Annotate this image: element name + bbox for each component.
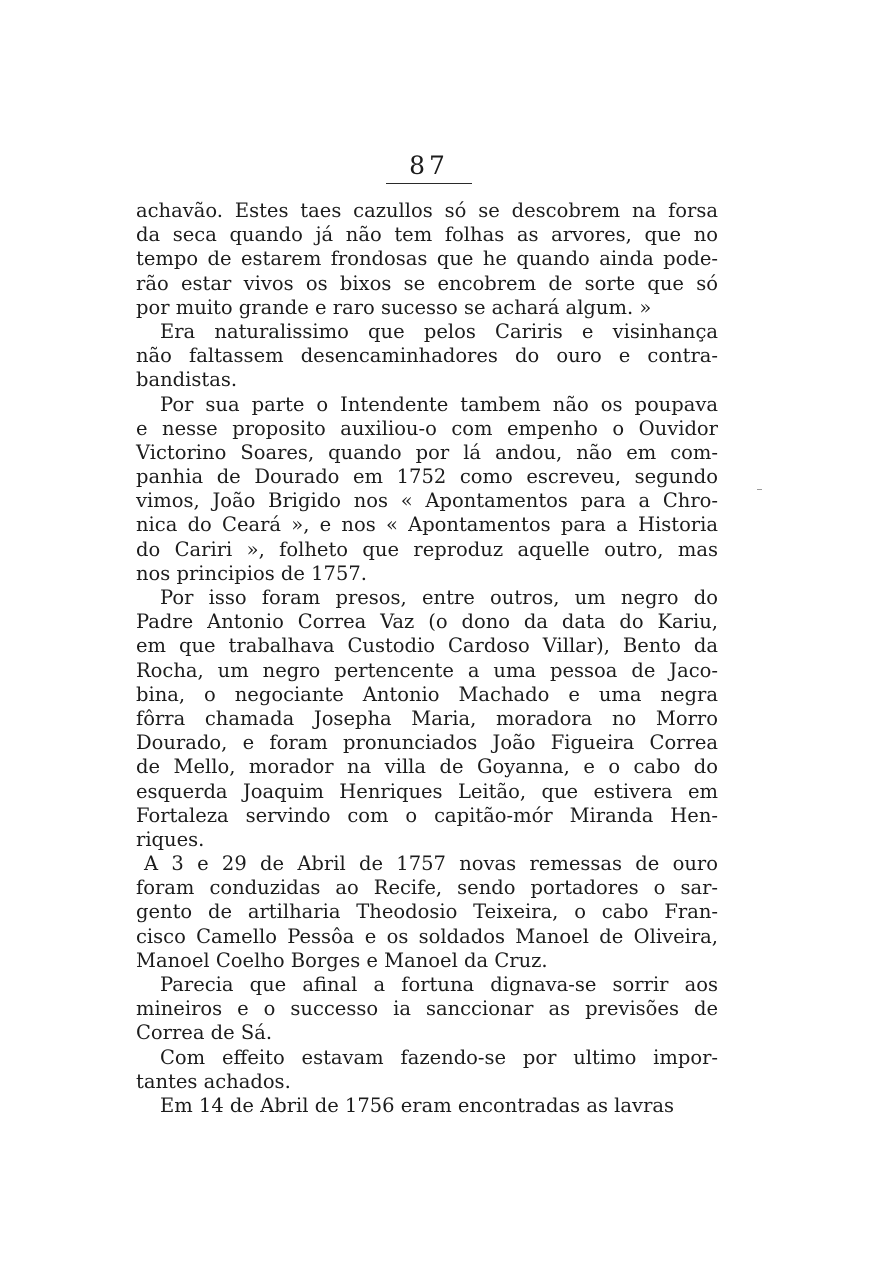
text-line: Manoel Coelho Borges e Manoel da Cruz. bbox=[136, 948, 548, 972]
text-line: nos principios de 1757. bbox=[136, 561, 367, 585]
body-text bbox=[136, 199, 718, 1118]
text-line: tempo de estarem frondosas que he quando ainda pode- bbox=[136, 247, 718, 271]
text-line: achavão. Estes taes cazullos só se descobrem na forsa bbox=[136, 199, 718, 222]
text-line: e nesse proposito auxiliou-o com empenho o Ouvidor bbox=[136, 416, 718, 440]
text-line: foram conduzidas ao Recife, sendo portadores o sar- bbox=[136, 876, 718, 900]
text-line: A 3 e 29 de Abril de 1757 novas remessas de ouro bbox=[144, 852, 718, 876]
text-line: rão estar vivos os bixos se encobrem de sorte que só bbox=[136, 271, 718, 295]
text-line: nica do Ceará », e nos « Apontamentos para a Historia bbox=[136, 513, 718, 537]
page-number: 87 bbox=[409, 151, 449, 180]
text-line: cisco Camello Pessôa e os soldados Manoel de Oliveira, bbox=[136, 924, 718, 948]
margin-mark bbox=[757, 489, 762, 490]
text-line: Era naturalissimo que pelos Cariris e visinhança bbox=[160, 319, 718, 343]
text-line: Rocha, um negro pertencente a uma pessoa de Jaco- bbox=[136, 658, 718, 682]
text-line: Dourado, e foram pronunciados João Figueira Correa bbox=[136, 731, 718, 755]
text-line: bandistas. bbox=[136, 368, 238, 392]
text-line: Parecia que afinal a fortuna dignava-se sorrir aos bbox=[160, 973, 718, 996]
text-line: panhia de Dourado em 1752 como escreveu, segundo bbox=[136, 465, 718, 489]
page-number-rule bbox=[386, 183, 472, 184]
text-line: por muito grande e raro sucesso se achará algum. » bbox=[136, 295, 652, 319]
text-line: Por isso foram presos, entre outros, um negro do bbox=[160, 586, 718, 609]
text-line: Fortaleza servindo com o capitão-mór Miranda Hen- bbox=[136, 803, 718, 827]
text-line: Padre Antonio Correa Vaz (o dono da data do Kariu, bbox=[136, 610, 718, 634]
text-line: em que trabalhava Custodio Cardoso Villar), Bento da bbox=[136, 634, 718, 658]
text-line: fôrra chamada Josepha Maria, moradora no Morro bbox=[136, 706, 718, 730]
text-line: vimos, João Brigido nos « Apontamentos para a Chro- bbox=[136, 489, 718, 513]
text-line: gento de artilharia Theodosio Teixeira, o cabo Fran- bbox=[136, 900, 718, 924]
text-line: bina, o negociante Antonio Machado e uma negra bbox=[136, 682, 718, 706]
text-line: da seca quando já não tem folhas as arvores, que no bbox=[136, 223, 718, 247]
text-line: Por sua parte o Intendente tambem não os poupava bbox=[160, 392, 718, 416]
text-line: Com effeito estavam fazendo-se por ultimo impor- bbox=[160, 1045, 718, 1069]
text-line: Victorino Soares, quando por lá andou, não em com- bbox=[136, 440, 718, 464]
text-line: Correa de Sá. bbox=[136, 1021, 273, 1045]
text-line: mineiros e o successo ia sanccionar as previsões de bbox=[136, 997, 718, 1021]
text-line: não faltassem desencaminhadores do ouro e contra- bbox=[136, 344, 718, 368]
text-line: esquerda Joaquim Henriques Leitão, que estivera em bbox=[136, 779, 718, 803]
text-line: de Mello, morador na villa de Goyanna, e o cabo do bbox=[136, 755, 718, 779]
text-line: do Cariri », folheto que reproduz aquelle outro, mas bbox=[136, 537, 718, 561]
text-line: Em 14 de Abril de 1756 eram encontradas as lavras bbox=[160, 1093, 675, 1117]
text-line: tantes achados. bbox=[136, 1069, 291, 1093]
text-line: riques. bbox=[136, 827, 205, 851]
